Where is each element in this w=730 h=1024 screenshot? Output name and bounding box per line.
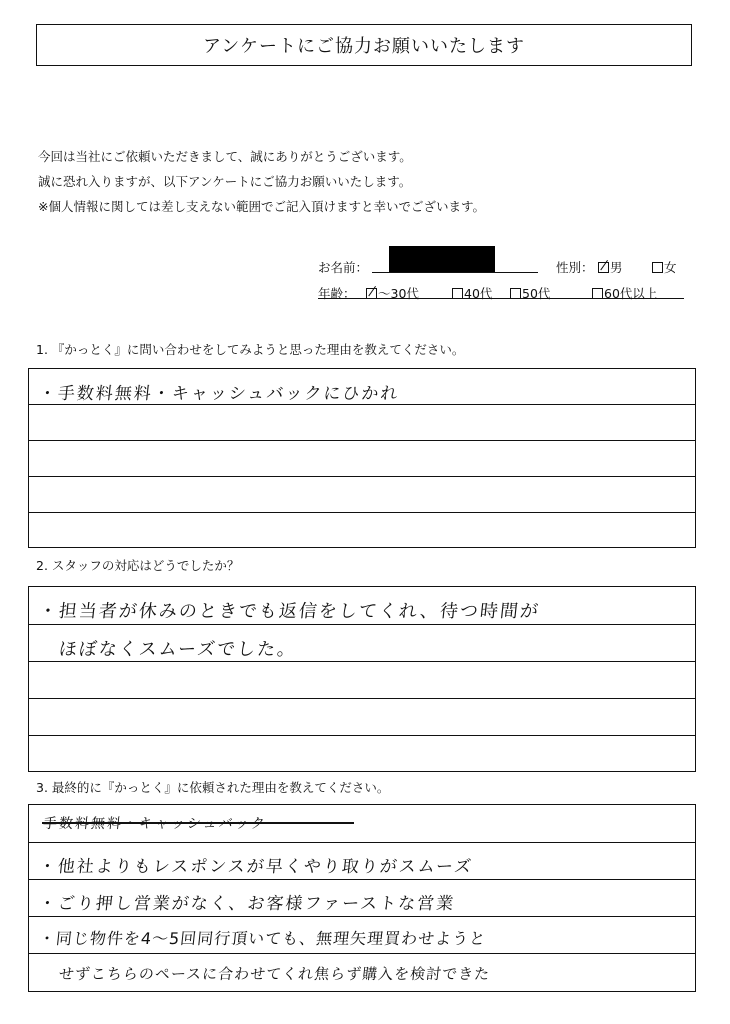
gender-female-option[interactable] xyxy=(652,258,677,276)
answer-line xyxy=(29,953,695,954)
answer-line xyxy=(29,661,695,662)
intro-line: ※個人情報に関しては差し支えない範囲でご記入頂けますと幸いでございます。 xyxy=(38,199,485,214)
intro-text xyxy=(38,144,485,219)
age-option-60[interactable] xyxy=(592,284,657,302)
question-1-answer-box[interactable] xyxy=(28,368,696,548)
handwritten-answer: ・他社よりもレスポンスが早くやり取りがスムーズ xyxy=(37,857,475,877)
survey-title: アンケートにご協力お願いいたします xyxy=(203,36,525,57)
question-3-answer-box[interactable] xyxy=(28,804,696,992)
answer-line xyxy=(29,916,695,917)
answer-line xyxy=(29,698,695,699)
handwritten-answer: ・同じ物件を4～5回同行頂いても、無理矢理買わせようと xyxy=(37,929,488,948)
name-field-line xyxy=(372,272,538,273)
handwritten-answer: ほぼなくスムーズでした。 xyxy=(57,639,299,660)
age-option-label: 40代 xyxy=(464,286,493,301)
answer-line xyxy=(29,440,695,441)
gender-male-option[interactable] xyxy=(598,258,623,276)
handwritten-answer: ・ごり押し営業がなく、お客様ファーストな営業 xyxy=(37,894,457,914)
name-label: お名前： xyxy=(318,260,369,275)
strikethrough-line xyxy=(42,822,354,824)
gender-female-label: 女 xyxy=(664,260,677,275)
question-1-title: 1. 『かっとく』に問い合わせをしてみようと思った理由を教えてください。 xyxy=(36,342,465,357)
checkbox-male[interactable] xyxy=(598,262,609,273)
age-option-label: 50代 xyxy=(522,286,551,301)
age-option-40[interactable] xyxy=(452,284,492,302)
gender-label: 性別： xyxy=(556,260,594,275)
question-2-title: 2. スタッフの対応はどうでしたか？ xyxy=(36,558,240,573)
gender-male-label: 男 xyxy=(610,260,623,275)
answer-line xyxy=(29,404,695,405)
question-3-title: 3. 最終的に『かっとく』に依頼された理由を教えてください。 xyxy=(36,780,390,795)
age-option-50[interactable] xyxy=(510,284,550,302)
answer-line xyxy=(29,476,695,477)
handwritten-answer: せずこちらのペースに合わせてくれ焦らず購入を検討できた xyxy=(58,965,492,983)
answer-line xyxy=(29,512,695,513)
answer-line xyxy=(29,879,695,880)
struck-answer: 手数料無料・キャッシュバック xyxy=(42,816,268,832)
age-label: 年齢： xyxy=(318,286,356,301)
handwritten-answer: ・担当者が休みのときでも返信をしてくれ、待つ時間が xyxy=(37,601,542,622)
checkbox-female[interactable] xyxy=(652,262,663,273)
age-option-label: 60代以上 xyxy=(604,286,658,301)
age-option-30[interactable] xyxy=(366,284,419,302)
answer-line xyxy=(29,735,695,736)
intro-line: 今回は当社にご依頼いただきまして、誠にありがとうございます。 xyxy=(38,149,412,164)
handwritten-answer: ・手数料無料・キャッシュバックにひかれ xyxy=(37,384,401,404)
redacted-name xyxy=(389,246,495,272)
intro-line: 誠に恐れ入りますが、以下アンケートにご協力お願いいたします。 xyxy=(38,174,412,189)
age-option-label: ～30代 xyxy=(378,286,419,301)
survey-title-box xyxy=(36,24,692,66)
answer-line xyxy=(29,842,695,843)
age-row-underline xyxy=(318,298,684,299)
question-2-answer-box[interactable] xyxy=(28,586,696,772)
answer-line xyxy=(29,624,695,625)
